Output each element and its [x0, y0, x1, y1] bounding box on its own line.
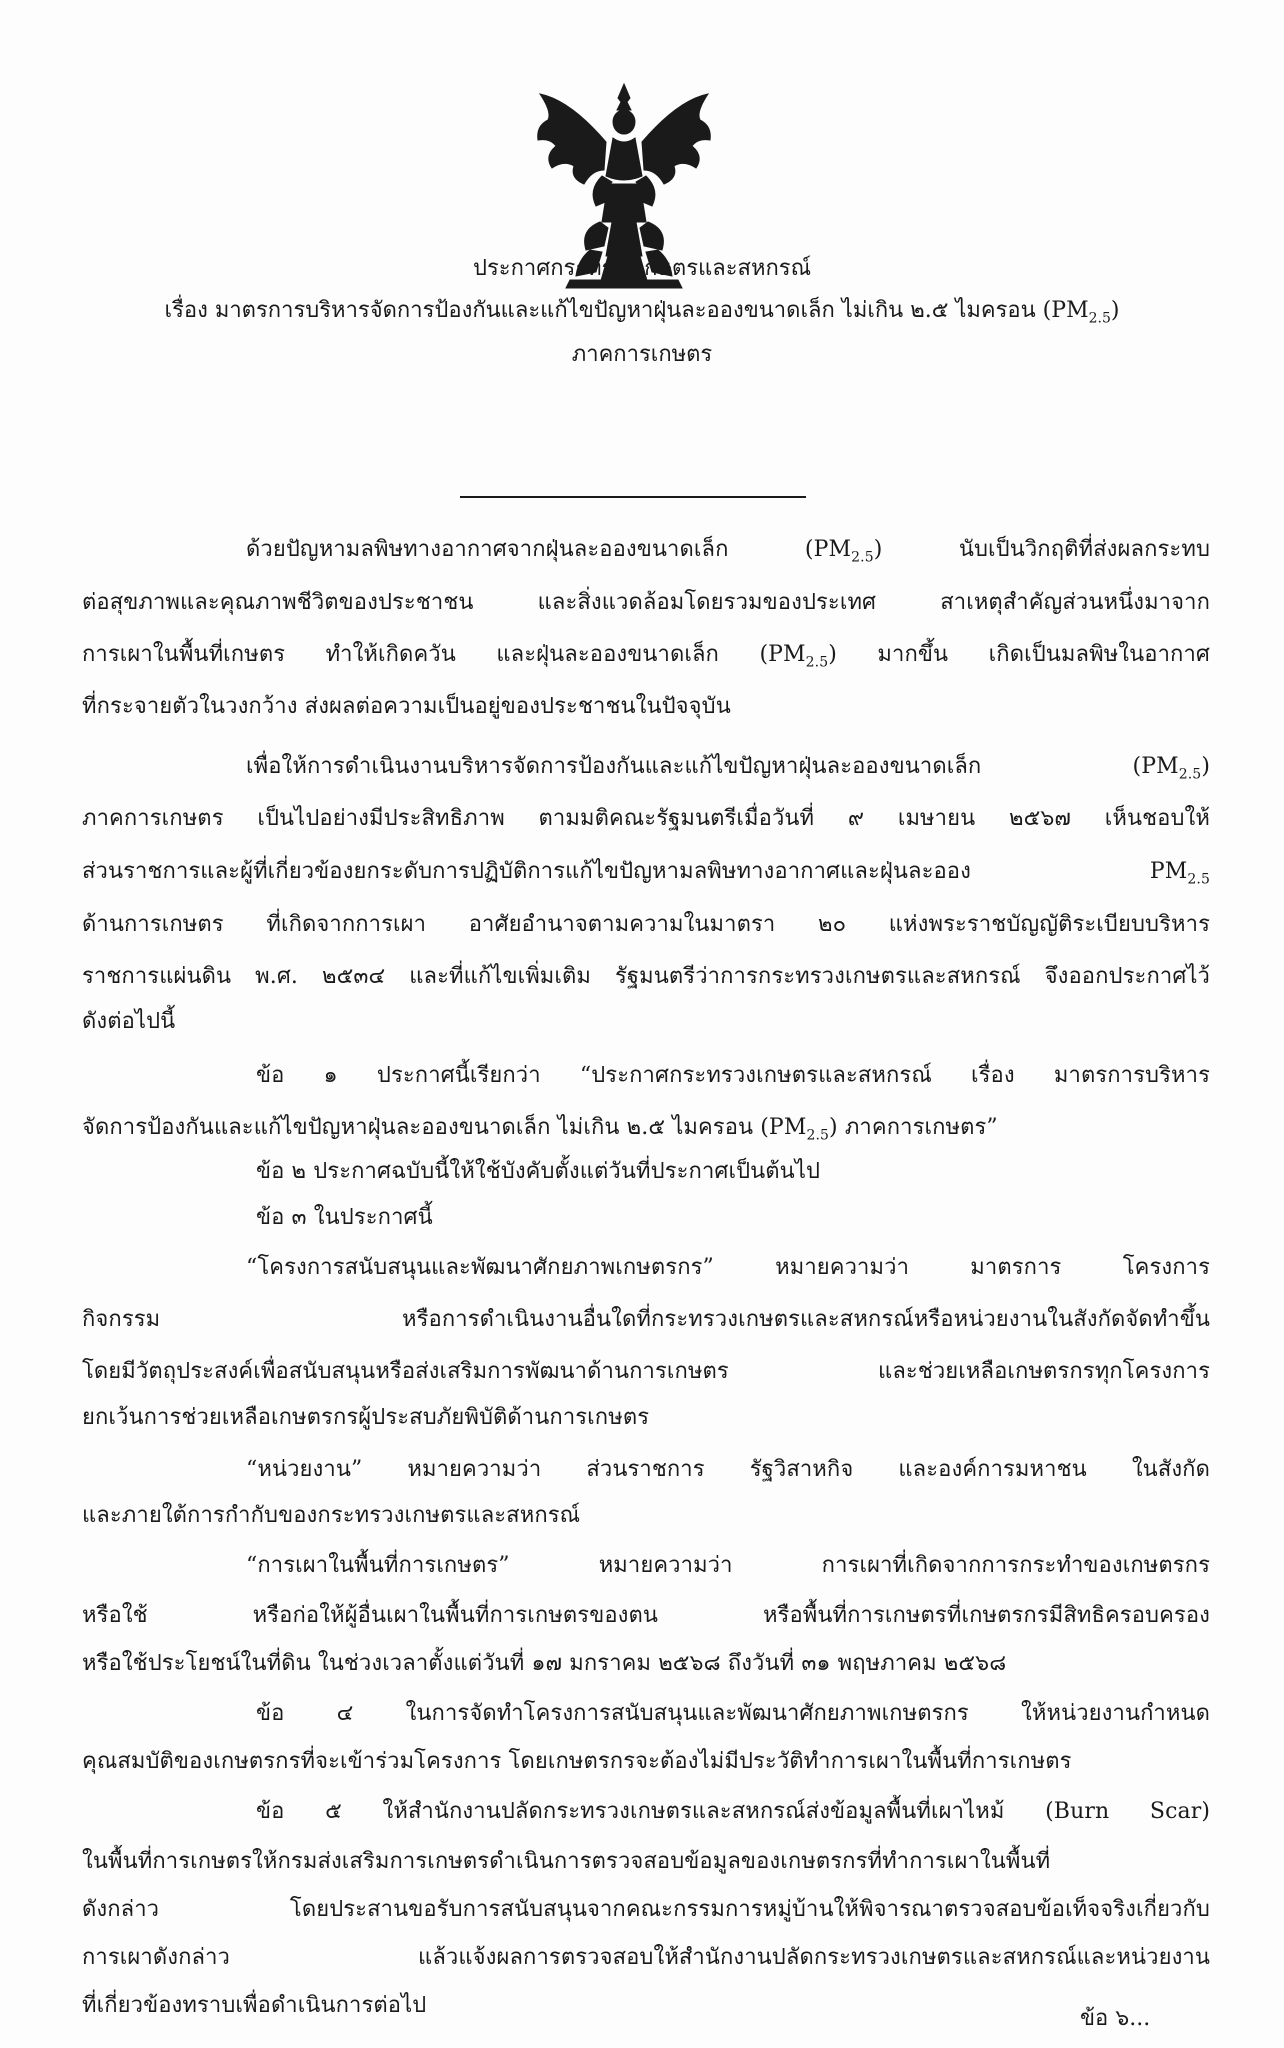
- clause-3: ข้อ ๓ ในประกาศนี้: [256, 1205, 433, 1230]
- line-text: ) มากขึ้น เกิดเป็นมลพิษในอากาศ: [828, 642, 1210, 667]
- body-line: ในพื้นที่การเกษตรให้กรมส่งเสริมการเกษตรดำเนินการตรวจสอบข้อมูลของเกษตรกรที่ทำการเผาในพื้นที่: [82, 1849, 1051, 1874]
- body-line: ดังกล่าว โดยประสานขอรับการสนับสนุนจากคณะกรรมการหมู่บ้านให้พิจารณาตรวจสอบข้อเท็จจริงเกี่ยวกับ: [82, 1897, 1210, 1922]
- definition-burning: “การเผาในพื้นที่การเกษตร” หมายความว่า การเผาที่เกิดจากการกระทำของเกษตรกร: [246, 1553, 1210, 1578]
- line-text: ) นับเป็นวิกฤติที่ส่งผลกระทบ: [873, 537, 1211, 562]
- body-line: ต่อสุขภาพและคุณภาพชีวิตของประชาชน และสิ่งแวดล้อมโดยรวมของประเทศ สาเหตุสำคัญส่วนหนึ่งมาจาก: [82, 590, 1210, 615]
- subject-text: เรื่อง มาตรการบริหารจัดการป้องกันและแก้ไขปัญหาฝุ่นละอองขนาดเล็ก ไม่เกิน ๒.๕ ไมครอน (PM: [164, 298, 1089, 323]
- body-line: ที่เกี่ยวข้องทราบเพื่อดำเนินการต่อไป: [82, 1993, 427, 2018]
- pm-subscript: 2.5: [805, 654, 829, 671]
- body-line: กิจกรรม หรือการดำเนินงานอื่นใดที่กระทรวงเกษตรและสหกรณ์หรือหน่วยงานในสังกัดจัดทำขึ้น: [82, 1307, 1210, 1332]
- line-text: การเผาในพื้นที่เกษตร ทำให้เกิดควัน และฝุ่นละอองขนาดเล็ก (PM: [82, 642, 806, 667]
- body-line: หรือใช้ หรือก่อให้ผู้อื่นเผาในพื้นที่การเกษตรของตน หรือพื้นที่การเกษตรที่เกษตรกรมีสิทธิครอบครอง: [82, 1603, 1210, 1628]
- line-text: ): [1201, 754, 1210, 779]
- body-line: [82, 1110, 1210, 1146]
- subject-subscript: 2.5: [1088, 310, 1111, 327]
- body-line: ด้านการเกษตร ที่เกิดจากการเผา อาศัยอำนาจตามความในมาตรา ๒๐ แห่งพระราชบัญญัติระเบียบบริหาร: [82, 912, 1210, 937]
- pm-subscript: 2.5: [1178, 766, 1202, 783]
- line-text: ) ภาคการเกษตร”: [829, 1115, 998, 1140]
- definition-project: “โครงการสนับสนุนและพัฒนาศักยภาพเกษตรกร” หมายความว่า มาตรการ โครงการ: [246, 1255, 1210, 1280]
- line-text: เพื่อให้การดำเนินงานบริหารจัดการป้องกันและแก้ไขปัญหาฝุ่นละอองขนาดเล็ก (PM: [246, 754, 1179, 779]
- body-line: [82, 637, 1210, 673]
- line-text: ส่วนราชการและผู้ที่เกี่ยวข้องยกระดับการปฏิบัติการแก้ไขปัญหามลพิษทางอากาศและฝุ่นละออง PM: [82, 859, 1188, 884]
- body-line: ที่กระจายตัวในวงกว้าง ส่งผลต่อความเป็นอยู่ของประชาชนในปัจจุบัน: [82, 694, 731, 719]
- announcement-title: ประกาศกระทรวงเกษตรและสหกรณ์: [472, 256, 811, 281]
- next-page-reference: ข้อ ๖...: [1080, 2006, 1151, 2031]
- clause-2: ข้อ ๒ ประกาศฉบับนี้ให้ใช้บังคับตั้งแต่วันที่ประกาศเป็นต้นไป: [256, 1159, 821, 1184]
- clause-4: ข้อ ๔ ในการจัดทำโครงการสนับสนุนและพัฒนาศักยภาพเกษตรกร ให้หน่วยงานกำหนด: [256, 1701, 1210, 1726]
- body-line: ราชการแผ่นดิน พ.ศ. ๒๕๓๔ และที่แก้ไขเพิ่มเติม รัฐมนตรีว่าการกระทรวงเกษตรและสหกรณ์ จึงออกประกาศไว้: [82, 964, 1210, 989]
- announcement-subject: [0, 292, 1284, 327]
- clause-5: ข้อ ๕ ให้สำนักงานปลัดกระทรวงเกษตรและสหกรณ์ส่งข้อมูลพื้นที่เผาไหม้ (Burn Scar): [256, 1799, 1210, 1824]
- body-line: ยกเว้นการช่วยเหลือเกษตรกรผู้ประสบภัยพิบัติด้านการเกษตร: [82, 1405, 650, 1430]
- subject-close: ): [1110, 298, 1120, 323]
- body-line: โดยมีวัตถุประสงค์เพื่อสนับสนุนหรือส่งเสริมการพัฒนาด้านการเกษตร และช่วยเหลือเกษตรกรทุกโครงการ: [82, 1359, 1210, 1384]
- body-line: ดังต่อไปนี้: [82, 1009, 176, 1034]
- clause-1: ข้อ ๑ ประกาศนี้เรียกว่า “ประกาศกระทรวงเกษตรและสหกรณ์ เรื่อง มาตรการบริหาร: [256, 1063, 1210, 1088]
- body-line: [82, 854, 1210, 890]
- line-text: จัดการป้องกันและแก้ไขปัญหาฝุ่นละอองขนาดเล็ก ไม่เกิน ๒.๕ ไมครอน (PM: [82, 1115, 807, 1140]
- title-divider: [460, 496, 806, 498]
- body-line: [246, 532, 1210, 568]
- body-line: คุณสมบัติของเกษตรกรที่จะเข้าร่วมโครงการ โดยเกษตรกรจะต้องไม่มีประวัติทำการเผาในพื้นที่การเกษตร: [82, 1749, 1072, 1774]
- pm-subscript: 2.5: [1187, 871, 1210, 888]
- body-line: การเผาดังกล่าว แล้วแจ้งผลการตรวจสอบให้สำนักงานปลัดกระทรวงเกษตรและสหกรณ์และหน่วยงาน: [82, 1945, 1210, 1970]
- announcement-subject-line2: ภาคการเกษตร: [571, 342, 713, 367]
- pm-subscript: 2.5: [851, 549, 874, 566]
- line-text: ด้วยปัญหามลพิษทางอากาศจากฝุ่นละอองขนาดเล็ก (PM: [246, 537, 852, 562]
- body-line: [246, 749, 1210, 785]
- body-line: และภายใต้การกำกับของกระทรวงเกษตรและสหกรณ์: [82, 1503, 581, 1528]
- definition-agency: “หน่วยงาน” หมายความว่า ส่วนราชการ รัฐวิสาหกิจ และองค์การมหาชน ในสังกัด: [246, 1457, 1210, 1482]
- body-line: หรือใช้ประโยชน์ในที่ดิน ในช่วงเวลาตั้งแต่วันที่ ๑๗ มกราคม ๒๕๖๘ ถึงวันที่ ๓๑ พฤษภาคม ๒๕๖๘: [82, 1651, 1007, 1676]
- body-line: ภาคการเกษตร เป็นไปอย่างมีประสิทธิภาพ ตามมติคณะรัฐมนตรีเมื่อวันที่ ๙ เมษายน ๒๕๖๗ เห็นชอบให้: [82, 806, 1210, 831]
- pm-subscript: 2.5: [806, 1127, 830, 1144]
